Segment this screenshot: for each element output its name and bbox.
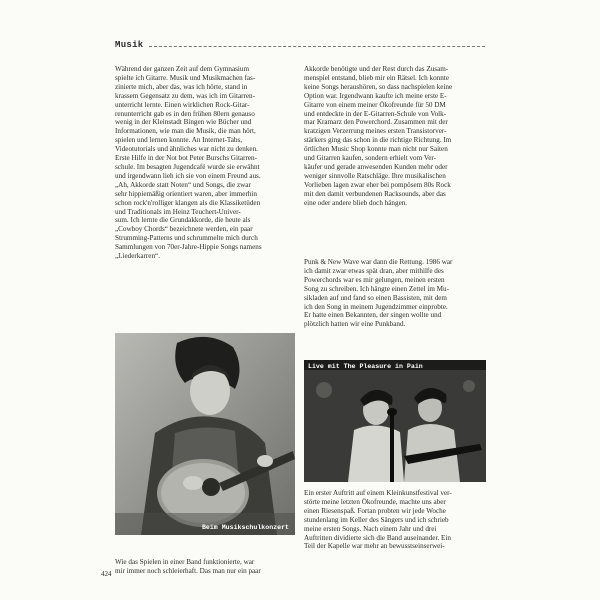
text-line: menspiel entstand, blieb mir ein Rätsel. Ich konnte — [304, 73, 449, 82]
text-line: störte meine letzten Ökofreunde, machte uns aber — [304, 497, 446, 506]
text-line: käufer und gerade anwesenden Kunden mehr oder — [304, 162, 448, 171]
text-line: Powerchords war es mir gelungen, meinen ersten — [304, 275, 445, 284]
guitarist-illustration — [115, 333, 295, 535]
text-line: sum. Ich lernte die Grundakkorde, die heute als — [115, 216, 251, 225]
text-line: renunterricht gab es in den frühen 80ern genauso — [115, 109, 255, 118]
text-line: und Gitarren kaufen, sondern erhielt vom Ver- — [304, 154, 436, 163]
text-line: Videotutorials und ähnliches war nicht zu denken. — [115, 145, 258, 154]
text-line: spielen und lernen konnte. An Internet-Tabs, — [115, 136, 243, 145]
header-divider — [149, 46, 485, 47]
band-illustration — [304, 360, 486, 482]
text-line: wenig in der Kleinstadt Bingen wie Bücher und — [115, 118, 252, 127]
photo-caption: Beim Musikschulkonzert — [201, 524, 289, 531]
text-line: und irgendwann lieh ich sie von einem Freund aus. — [115, 171, 261, 180]
right-column-bottom-text — [304, 489, 486, 551]
text-line: mir immer noch schleierhaft. Das man nur ein paar — [115, 566, 261, 575]
text-line: Akkorde benötigte und der Rest durch das Zusam- — [304, 65, 449, 73]
text-line: „Liederkarren“. — [115, 252, 160, 261]
text-line: Option war. Irgendwann kaufte ich meine erste E- — [304, 91, 447, 100]
text-line: Während der ganzen Zeit auf dem Gymnasium — [115, 65, 250, 73]
text-line: krassem Gegensatz zu dem, was ich im Gitarren- — [115, 91, 255, 100]
text-line: Strumming-Patterns und schrummelte mich durch — [115, 234, 258, 243]
text-line: Song zu schreiben. Ich hängte einen Zettel im Mu- — [304, 284, 449, 293]
left-column-top-text — [115, 65, 297, 261]
section-title: Musik — [115, 40, 144, 50]
text-line: zinierte mich, aber das, was ich hörte, stand in — [115, 82, 248, 91]
text-line: unterricht lernte. Einen wirklichen Rock-Gitar- — [115, 100, 250, 109]
text-line: Teil der Kapelle war mehr an bewusstseinserwei- — [304, 542, 445, 551]
photo-caption: Live mit The Pleasure in Pain — [308, 363, 423, 370]
concert-photo — [115, 333, 295, 535]
section-header — [115, 40, 485, 54]
text-line: plötzlich hatten wir eine Punkband. — [304, 320, 406, 329]
right-column-mid-text — [304, 258, 486, 329]
text-line: sehr hippiemäßig orientiert waren, aber immerhin — [115, 189, 257, 198]
text-line: Auftritten dividierte sich die Band auseinander. Ein — [304, 533, 451, 542]
text-line: weniger sinnvolle Ratschläge. Ihre musikalischen — [304, 171, 446, 180]
page-number: 424 — [101, 570, 112, 578]
text-line: ich den Song in meinem Jugendzimmer einprobte. — [304, 302, 448, 311]
text-line: mar Kramarz den Powerchord. Zusammen mit der — [304, 118, 448, 127]
text-line: Erste Hilfe in der Not bot Peter Burschs Gitarren- — [115, 154, 257, 163]
left-column-bottom-text — [115, 558, 297, 576]
text-line: sikladen auf und fand so einen Bassisten, mit dem — [304, 293, 447, 302]
right-column-top-text — [304, 65, 486, 208]
text-line: spielte ich Gitarre. Musik und Musikmachen fas- — [115, 73, 256, 82]
text-line: „Ah, Akkorde statt Noten“ und Songs, die zwar — [115, 180, 251, 189]
text-line: keine Songs heraushören, so dass nachspielen keine — [304, 82, 453, 91]
text-line: und entdeckte in der E-Gitarren-Schule von Volk- — [304, 109, 447, 118]
text-line: Informationen, wie man die Musik, die man hört, — [115, 127, 256, 136]
text-line: kratzigen Verzerrung meines ersten Transistorver- — [304, 127, 447, 136]
text-line: meine ersten Songs. Nach einem Jahr und drei — [304, 524, 437, 533]
text-line: Sammlungen von 70er-Jahre-Hippie Songs namens — [115, 243, 262, 252]
text-line: stundenlang im Keller des Sängers und ich schrieb — [304, 515, 449, 524]
text-line: örtlichen Music Shop konnte man nicht nur Saiten — [304, 145, 448, 154]
text-line: Gitarre von einem meiner Ökofreunde für 50 DM — [304, 100, 446, 109]
text-line: Wie das Spielen in einer Band funktionierte, war — [115, 558, 255, 566]
text-line: einen Riesenspaß. Fortan probten wir jede Woche — [304, 506, 446, 515]
text-line: Vorlieben lagen zwar eher bei pompösem 80s Rock — [304, 180, 451, 189]
text-line: und Traditionals im Heinz Teuchert-Univer- — [115, 207, 241, 216]
text-line: ich damit zwar etwas spät dran, aber mithilfe des — [304, 266, 444, 275]
live-band-photo — [304, 360, 486, 482]
text-line: stärkers ging das schon in die richtige Richtung. Im — [304, 136, 452, 145]
text-line: Er hatte einen Bekannten, der singen wollte und — [304, 311, 442, 320]
text-line: mit den damit verbundenen Racksounds, aber das — [304, 189, 446, 198]
text-line: eine oder andere blieb doch hängen. — [304, 198, 408, 207]
text-line: „Cowboy Chords“ bezeichnete werden, ein paar — [115, 225, 253, 234]
text-line: schon rock'n'rolliger klangen als die Klassiketüden — [115, 198, 261, 207]
text-line: Ein erster Auftritt auf einem Kleinkunstfestival ver- — [304, 489, 452, 497]
text-line: schule. Im besagten Jugendcafé wurde sie erwähnt — [115, 162, 260, 171]
text-line: Punk & New Wave war dann die Rettung. 1986 war — [304, 258, 453, 266]
